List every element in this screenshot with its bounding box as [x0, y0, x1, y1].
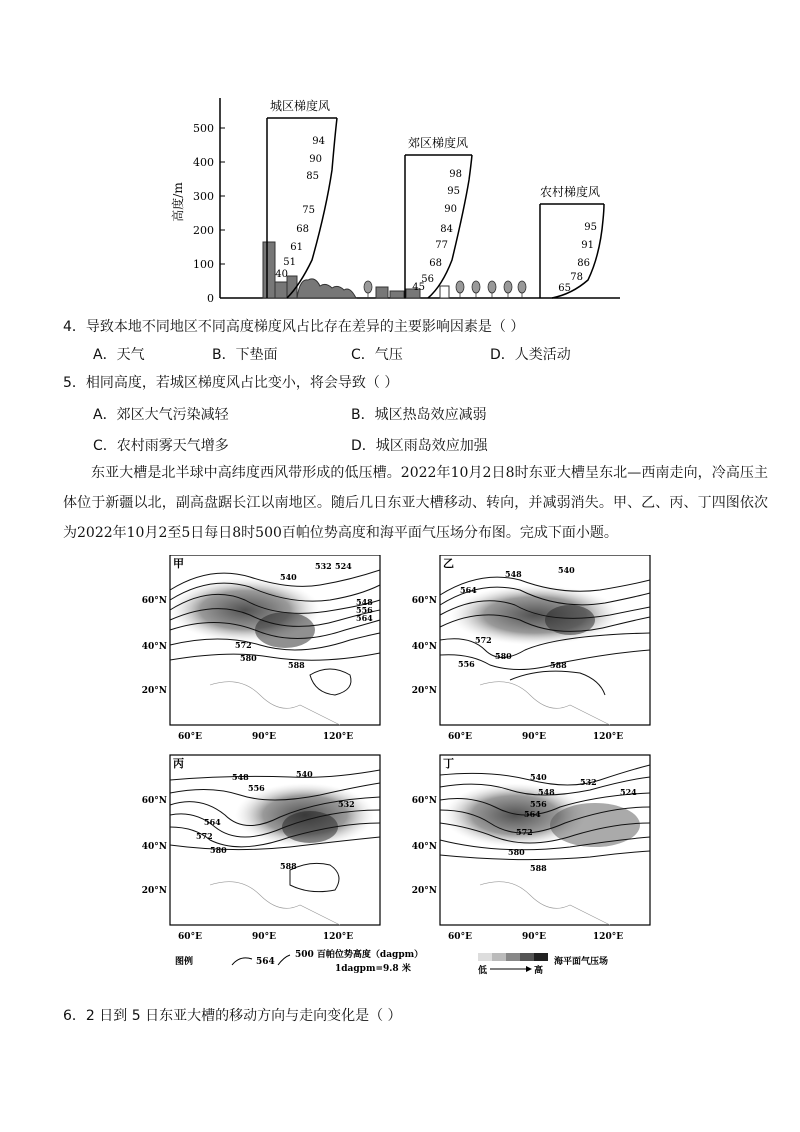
lat-label: 60°N	[141, 596, 167, 606]
contour-label: 564	[204, 817, 221, 827]
suburb-value: 90	[444, 204, 457, 215]
rural-values	[558, 222, 597, 294]
legend-title: 图例	[175, 957, 194, 967]
contour-label: 556	[458, 659, 475, 669]
y-tick-300: 300	[193, 190, 214, 203]
suburb-value: 95	[447, 186, 460, 197]
map-legend	[175, 948, 608, 975]
y-tick-500: 500	[193, 122, 214, 135]
contour-label: 580	[210, 845, 227, 855]
map-bing-id: 丙	[173, 757, 184, 770]
weather-maps-figure	[140, 555, 660, 975]
suburb-value: 56	[421, 274, 434, 285]
urban-hills	[297, 279, 356, 298]
contour-label: 564	[524, 809, 541, 819]
lat-label: 60°N	[411, 796, 437, 806]
suburb-building	[376, 287, 388, 298]
q4-option-a[interactable]: A．天气	[93, 347, 145, 363]
y-tick-400: 400	[193, 156, 214, 169]
rural-value: 78	[570, 272, 583, 283]
contour-label: 572	[475, 635, 492, 645]
contour-label: 532	[315, 561, 332, 571]
suburb-value: 68	[429, 258, 442, 269]
lon-label: 60°E	[448, 732, 472, 742]
urban-value: 94	[312, 136, 325, 147]
lon-label: 120°E	[592, 932, 624, 942]
question-6-stem: 6．2 日到 5 日东亚大槽的移动方向与走向变化是（ ）	[63, 1008, 402, 1024]
contour-label: 588	[550, 660, 567, 670]
map-bing	[170, 755, 380, 925]
lon-label: 90°E	[522, 732, 546, 742]
urban-value: 85	[306, 171, 319, 182]
lon-label: 120°E	[322, 932, 354, 942]
q4-option-c[interactable]: C．气压	[351, 347, 403, 363]
q5-option-a[interactable]: A．郊区大气污染减轻	[93, 407, 229, 423]
gradient-wind-figure	[160, 90, 630, 305]
contour-label: 540	[530, 772, 547, 782]
urban-values	[275, 136, 325, 280]
contour-label: 540	[558, 565, 575, 575]
legend-pressure-label: 海平面气压场	[554, 957, 609, 967]
legend-low: 低	[478, 966, 488, 975]
rural-value: 86	[577, 258, 590, 269]
lat-label: 60°N	[141, 796, 167, 806]
contour-label: 556	[530, 799, 547, 809]
q5-option-c[interactable]: C．农村雨雾天气增多	[93, 438, 229, 454]
contour-label: 524	[620, 787, 637, 797]
rural-wind-profile	[540, 204, 604, 298]
rural-label: 农村梯度风	[540, 185, 601, 199]
contour-label: 548	[232, 772, 249, 782]
lat-label: 40°N	[411, 642, 437, 652]
urban-value: 40	[275, 269, 288, 280]
lat-label: 20°N	[411, 886, 437, 896]
contour-label: 572	[516, 827, 533, 837]
legend-contour-desc: 500 百帕位势高度（dagpm）	[295, 950, 424, 960]
urban-label: 城区梯度风	[270, 99, 331, 113]
y-tick-200: 200	[193, 224, 214, 237]
q4-option-d[interactable]: D．人类活动	[490, 347, 571, 363]
contour-label: 580	[240, 653, 257, 663]
lon-label: 120°E	[592, 732, 624, 742]
contour-label: 580	[495, 651, 512, 661]
suburb-label: 郊区梯度风	[408, 136, 469, 150]
urban-building	[275, 282, 287, 298]
map-ding-id: 丁	[443, 757, 454, 770]
urban-value: 51	[283, 257, 296, 268]
legend-contour-sample	[232, 958, 252, 965]
legend-contour-value: 564	[256, 957, 275, 967]
lon-label: 90°E	[252, 732, 276, 742]
contour-label: 532	[338, 799, 355, 809]
y-tick-0: 0	[207, 292, 214, 305]
lat-label: 40°N	[141, 842, 167, 852]
y-tick-100: 100	[193, 258, 214, 271]
urban-value: 90	[309, 154, 322, 165]
suburb-value: 45	[412, 282, 425, 293]
suburb-value: 98	[449, 169, 462, 180]
lat-label: 40°N	[141, 642, 167, 652]
legend-contour-sample	[278, 955, 290, 965]
contour-label: 548	[538, 787, 555, 797]
question-5-stem: 5．相同高度，若城区梯度风占比变小，将会导致（ ）	[63, 375, 399, 391]
contour-label: 572	[196, 831, 213, 841]
suburb-building	[390, 291, 404, 298]
suburb-values	[412, 169, 462, 293]
legend-high: 高	[534, 966, 544, 975]
contour-label: 548	[356, 597, 373, 607]
suburb-house	[440, 286, 449, 298]
lat-label: 20°N	[141, 686, 167, 696]
lon-label: 60°E	[178, 932, 202, 942]
contour-label: 556	[248, 783, 265, 793]
lon-label: 60°E	[178, 732, 202, 742]
map-ding	[440, 755, 650, 925]
lat-label: 60°N	[411, 596, 437, 606]
suburb-value: 84	[440, 224, 453, 235]
urban-building-tall	[263, 242, 275, 298]
q5-option-d[interactable]: D．城区雨岛效应加强	[351, 438, 488, 454]
lon-label: 60°E	[448, 932, 472, 942]
contour-label: 588	[288, 660, 305, 670]
rural-value: 91	[581, 240, 594, 251]
lat-label: 20°N	[141, 886, 167, 896]
rural-value: 65	[558, 283, 571, 294]
contour-label: 532	[580, 777, 597, 787]
contour-label: 588	[530, 863, 547, 873]
contour-label: 548	[505, 569, 522, 579]
lat-label: 20°N	[411, 686, 437, 696]
legend-unit-note: 1dagpm=9.8 米	[335, 964, 411, 974]
map-yi	[440, 555, 650, 725]
map-jia-id: 甲	[173, 557, 184, 570]
urban-value: 68	[296, 224, 309, 235]
q4-option-b[interactable]: B．下垫面	[212, 347, 278, 363]
map-yi-id: 乙	[443, 557, 454, 570]
contour-label: 580	[508, 847, 525, 857]
contour-label: 524	[335, 561, 352, 571]
lon-label: 120°E	[322, 732, 354, 742]
contour-label: 572	[235, 640, 252, 650]
contour-label: 540	[280, 572, 297, 582]
urban-value: 61	[290, 242, 303, 253]
question-4-stem: 4．导致本地不同地区不同高度梯度风占比存在差异的主要影响因素是（ ）	[63, 319, 525, 335]
q5-option-b[interactable]: B．城区热岛效应减弱	[351, 407, 487, 423]
lat-label: 40°N	[411, 842, 437, 852]
contour-label: 540	[296, 769, 313, 779]
lon-label: 90°E	[522, 932, 546, 942]
rural-value: 95	[584, 222, 597, 233]
contour-label: 588	[280, 861, 297, 871]
urban-value: 75	[302, 205, 315, 216]
map-jia	[170, 555, 380, 725]
passage-text: 东亚大槽是北半球中高纬度西风带形成的低压槽。2022年10月2日8时东亚大槽呈东北—西南走向，冷高压主体位于新疆以北，副高盘踞长江以南地区。随后几日东亚大槽移动、转向，并减弱消失。甲、乙、丙、丁四图依次为2022年10月2至5日每日8时500百帕位势高度和海平面气压场分布图。完成下面小题。	[63, 465, 768, 541]
y-axis-label: 高度/m	[171, 182, 185, 222]
suburb-value: 77	[435, 240, 448, 251]
lon-label: 90°E	[252, 932, 276, 942]
contour-label: 564	[460, 585, 477, 595]
contour-label: 556	[356, 605, 373, 615]
contour-label: 564	[356, 613, 373, 623]
